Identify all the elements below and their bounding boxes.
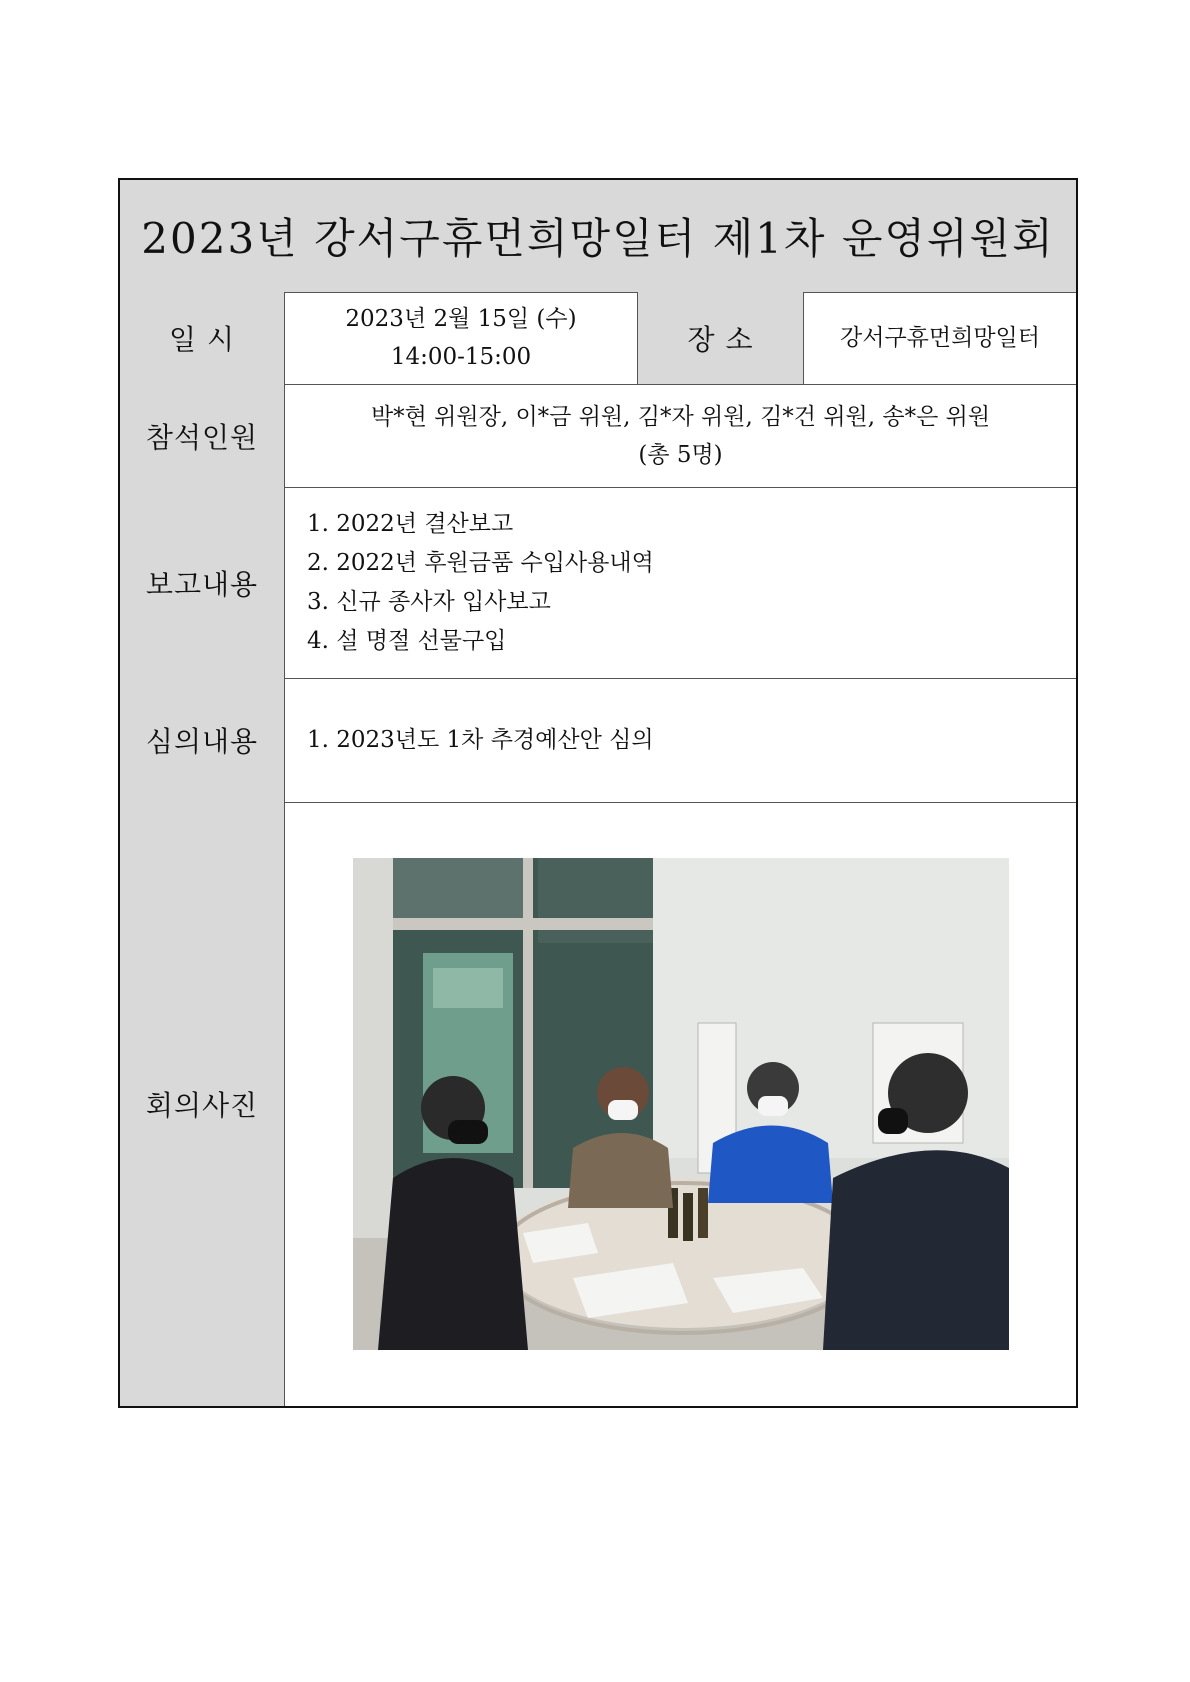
report-row — [120, 487, 1076, 679]
meeting-photo — [353, 858, 1009, 1350]
date-place-row — [120, 292, 1076, 385]
attendees-row — [120, 384, 1076, 488]
list-item: 3. 신규 종사자 입사보고 — [307, 588, 551, 615]
attendees-value — [285, 384, 1076, 487]
report-list — [285, 487, 1076, 678]
meeting-report-table — [118, 178, 1078, 1408]
page-title: 2023년 강서구휴먼희망일터 제1차 운영위원회 — [141, 214, 1055, 263]
photo-label: 회의사진 — [120, 802, 285, 1406]
place-label: 장 소 — [638, 292, 804, 384]
deliberation-label: 심의내용 — [120, 678, 285, 802]
place-value: 강서구휴먼희망일터 — [840, 325, 1040, 351]
date-line: 2023년 2월 15일 (수) — [345, 306, 577, 332]
photo-row — [120, 802, 1076, 1406]
list-item: 1. 2022년 결산보고 — [307, 510, 514, 537]
attendees-names: 박*현 위원장, 이*금 위원, 김*자 위원, 김*건 위원, 송*은 위원 — [370, 403, 991, 430]
photo-cell — [285, 802, 1076, 1406]
attendees-total: (총 5명) — [638, 441, 723, 468]
date-value — [285, 292, 638, 384]
attendees-label: 참석인원 — [120, 384, 285, 487]
deliberation-list — [285, 678, 1076, 802]
date-label: 일 시 — [120, 292, 285, 384]
list-item: 2. 2022년 후원금품 수입사용내역 — [307, 549, 654, 576]
time-line: 14:00-15:00 — [390, 344, 532, 370]
meeting-photo-illustration — [353, 858, 1009, 1350]
list-item: 4. 설 명절 선물구입 — [307, 627, 507, 654]
list-item: 1. 2023년도 1차 추경예산안 심의 — [307, 726, 654, 753]
deliberation-row — [120, 678, 1076, 803]
title-row — [120, 180, 1076, 293]
report-label: 보고내용 — [120, 487, 285, 678]
